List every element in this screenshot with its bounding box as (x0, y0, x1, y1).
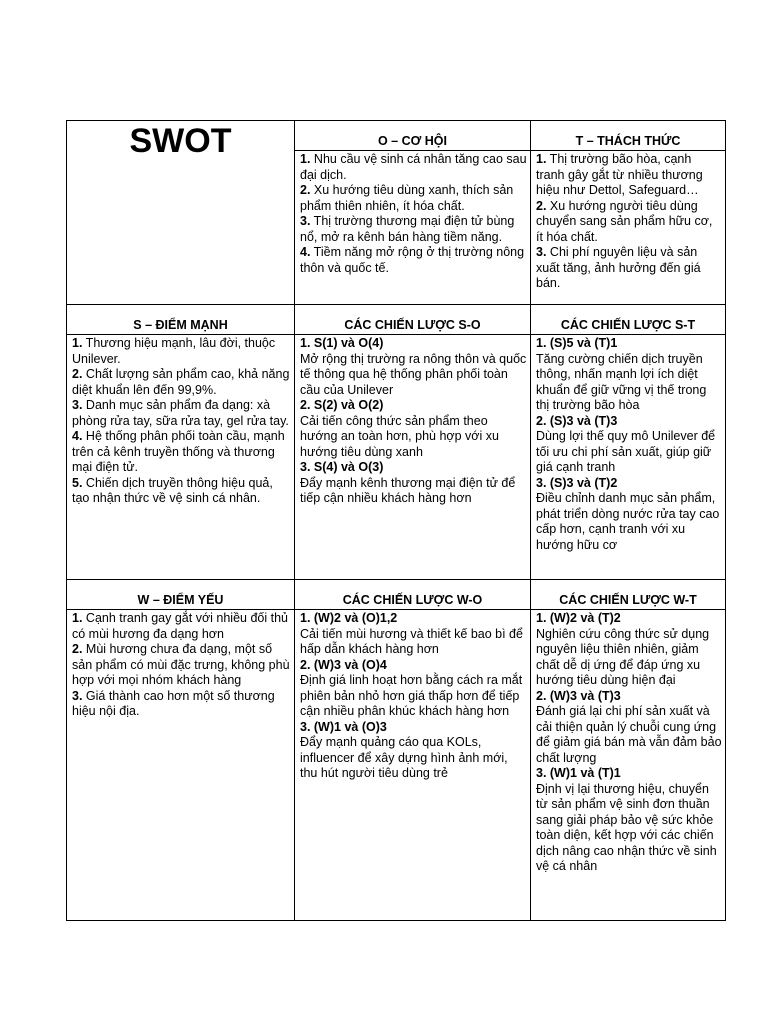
wt-strategy-text: Đánh giá lại chi phí sản xuất và cải thiện quản lý chuỗi cung ứng để giảm giá bán mà vẫn đảm bảo chất lượng (536, 704, 722, 765)
wt-strategy-text: Định vị lại thương hiệu, chuyển từ sản phẩm vệ sinh đơn thuần sang giải pháp bảo vệ sức khỏe toàn diện, kết hợp với các chiến dịch nâng cao nhận thức về sinh vệ cá nhân (536, 781, 717, 873)
opportunities-item-number: 2. (300, 183, 311, 197)
opportunities-cell (295, 151, 531, 305)
strengths-item (72, 367, 291, 398)
so-strategy-heading: 2. S(2) và O(2) (300, 398, 384, 412)
weaknesses-item-number: 3. (72, 688, 83, 703)
wt-strategies-cell (531, 610, 726, 921)
threats-item-text: Chi phí nguyên liệu và sản xuất tăng, ảnh hưởng đến giá bán. (536, 245, 701, 290)
opportunities-item-text: Nhu cầu vệ sinh cá nhân tăng cao sau đại dịch. (300, 152, 527, 182)
strengths-item-number: 4. (72, 429, 83, 443)
so-strategy-text: Đẩy mạnh kênh thương mại điện tử để tiếp cận nhiều khách hàng hơn (300, 475, 516, 505)
strengths-item-number: 2. (72, 367, 83, 381)
strengths-item-text: Thương hiệu mạnh, lâu đời, thuộc Unilever. (72, 336, 276, 366)
so-strategies-cell (295, 335, 531, 580)
strengths-item-number: 1. (72, 336, 83, 350)
wo-strategy-heading: 3. (W)1 và (O)3 (300, 719, 387, 734)
weaknesses-item-text: Cạnh tranh gay gắt với nhiều đối thủ có mùi hương đa dạng hơn (72, 611, 288, 641)
weaknesses-header: W – ĐIỂM YẾU (67, 580, 295, 610)
opportunities-item (300, 245, 527, 276)
weaknesses-item-number: 1. (72, 611, 83, 625)
weaknesses-item (72, 642, 291, 689)
weaknesses-item (72, 611, 291, 642)
opportunities-item-text: Thị trường thương mại điện tử bùng nổ, mở ra kênh bán hàng tiềm năng. (300, 214, 515, 244)
strengths-item-number: 3. (72, 398, 83, 412)
wt-strategies-header: CÁC CHIẾN LƯỢC W-T (531, 580, 726, 610)
st-strategy-heading: 1. (S)5 và (T)1 (536, 336, 618, 350)
threats-item-number: 2. (536, 198, 547, 213)
wo-strategy-text: Cải tiến mùi hương và thiết kế bao bì để hấp dẫn khách hàng hơn (300, 626, 523, 656)
opportunities-item-text: Xu hướng tiêu dùng xanh, thích sản phẩm thiên nhiên, ít hóa chất. (300, 183, 514, 213)
so-strategy-heading: 3. S(4) và O(3) (300, 460, 384, 474)
swot-table (66, 120, 726, 921)
st-strategy-text: Dùng lợi thế quy mô Unilever để tối ưu chi phí sản xuất, giúp giữ giá cạnh tranh (536, 429, 716, 474)
opportunities-item (300, 214, 527, 245)
strengths-cell (67, 335, 295, 580)
threats-item (536, 199, 722, 246)
strengths-item (72, 476, 291, 507)
wt-strategy-heading: 3. (W)1 và (T)1 (536, 766, 621, 780)
weaknesses-item-number: 2. (72, 642, 83, 656)
threats-item (536, 245, 722, 292)
strengths-item (72, 429, 291, 476)
weaknesses-item-text: Giá thành cao hơn một số thương hiệu nội địa. (72, 688, 275, 718)
wo-strategy-heading: 2. (W)3 và (O)4 (300, 657, 387, 672)
so-strategies-header: CÁC CHIẾN LƯỢC S-O (295, 305, 531, 335)
st-strategy-heading: 3. (S)3 và (T)2 (536, 475, 618, 490)
st-strategy-text: Điều chỉnh danh mục sản phẩm, phát triển dòng nước rửa tay cao cấp hơn, cạnh tranh với xu hướng hữu cơ (536, 491, 720, 552)
strengths-item-text: Hệ thống phân phối toàn cầu, mạnh trên cả kênh truyền thống và thương mại điện tử. (72, 429, 285, 474)
opportunities-item-number: 1. (300, 152, 311, 166)
opportunities-header: O – CƠ HỘI (295, 121, 531, 151)
wt-strategy-text: Nghiên cứu công thức sử dụng nguyên liệu thiên nhiên, giảm chất dễ dị ứng để đáp ứng xu hướng tiêu dùng hiện đại (536, 626, 710, 687)
wo-strategy-heading: 1. (W)2 và (O)1,2 (300, 611, 398, 625)
so-strategy-text: Cải tiến công thức sản phẩm theo hướng an toàn hơn, phù hợp với xu hướng tiêu dùng xanh (300, 413, 499, 459)
opportunities-item-number: 3. (300, 214, 311, 228)
threats-header: T – THÁCH THỨC (531, 121, 726, 151)
opportunities-item (300, 183, 527, 214)
strengths-item-text: Chất lượng sản phẩm cao, khả năng diệt khuẩn lên đến 99,9%. (72, 367, 290, 397)
wt-strategy-heading: 2. (W)3 và (T)3 (536, 688, 621, 703)
wo-strategies-header: CÁC CHIẾN LƯỢC W-O (295, 580, 531, 610)
swot-title: SWOT (67, 121, 295, 305)
opportunities-item (300, 152, 527, 183)
wt-strategy-heading: 1. (W)2 và (T)2 (536, 611, 621, 625)
strengths-item (72, 398, 291, 429)
strengths-item (72, 336, 291, 367)
strengths-item-number: 5. (72, 475, 83, 490)
weaknesses-item-text: Mùi hương chưa đa dạng, một số sản phẩm có mùi đặc trưng, không phù hợp với mọi nhóm khách hàng (72, 642, 290, 687)
opportunities-item-text: Tiềm năng mở rộng ở thị trường nông thôn và quốc tế. (300, 245, 525, 275)
threats-item (536, 152, 722, 199)
st-strategy-heading: 2. (S)3 và (T)3 (536, 413, 618, 428)
strengths-header: S – ĐIỂM MẠNH (67, 305, 295, 335)
strengths-item-text: Danh mục sản phẩm đa dạng: xà phòng rửa tay, sữa rửa tay, gel rửa tay. (72, 398, 289, 428)
strengths-item-text: Chiến dịch truyền thông hiệu quả, tạo nhận thức về vệ sinh cá nhân. (72, 475, 273, 505)
wo-strategies-cell (295, 610, 531, 921)
threats-item-number: 3. (536, 245, 547, 259)
st-strategies-header: CÁC CHIẾN LƯỢC S-T (531, 305, 726, 335)
weaknesses-item (72, 689, 291, 720)
so-strategy-heading: 1. S(1) và O(4) (300, 336, 384, 350)
st-strategy-text: Tăng cường chiến dịch truyền thông, nhấn mạnh lợi ích diệt khuẩn để giữ vững vị thế trong thị trường bão hòa (536, 351, 707, 412)
wo-strategy-text: Đẩy mạnh quảng cáo qua KOLs, influencer để xây dựng hình ảnh mới, thu hút người tiêu dùng trẻ (300, 735, 508, 780)
so-strategy-text: Mở rộng thị trường ra nông thôn và quốc tế thông qua hệ thống phân phối toàn cầu của Unilever (300, 351, 527, 397)
weaknesses-cell (67, 610, 295, 921)
threats-item-text: Thị trường bão hòa, cạnh tranh gây gắt từ nhiều thương hiệu như Dettol, Safeguard… (536, 152, 703, 197)
threats-cell (531, 151, 726, 305)
st-strategies-cell (531, 335, 726, 580)
threats-item-number: 1. (536, 152, 547, 166)
wo-strategy-text: Định giá linh hoạt hơn bằng cách ra mắt phiên bản nhỏ hơn giá thấp hơn để tiếp cận nhiều phân khúc khách hàng hơn (300, 673, 523, 718)
opportunities-item-number: 4. (300, 245, 311, 259)
threats-item-text: Xu hướng người tiêu dùng chuyển sang sản phẩm hữu cơ, ít hóa chất. (536, 198, 713, 244)
